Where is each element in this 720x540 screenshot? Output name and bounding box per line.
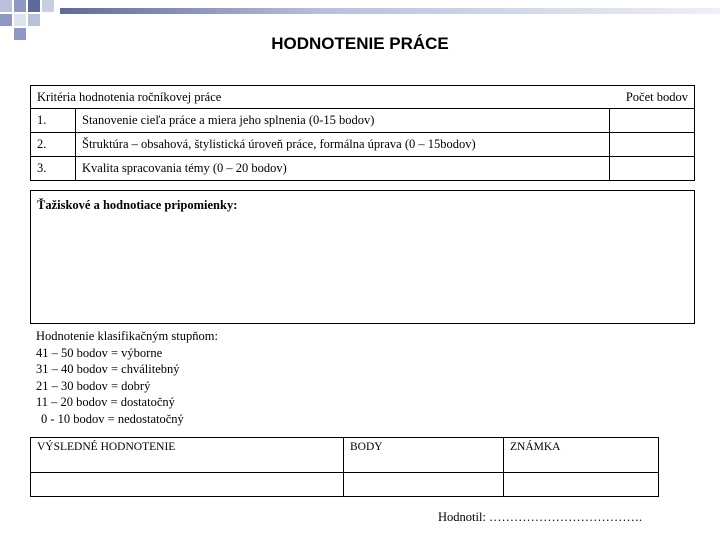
result-header-row [31, 438, 659, 473]
header-gradient-bar [60, 8, 720, 14]
criteria-row [31, 133, 695, 157]
scale-line: 41 – 50 bodov = výborne [36, 345, 163, 360]
criteria-points-cell[interactable] [610, 133, 695, 157]
criteria-points-cell[interactable] [610, 157, 695, 181]
scale-line: 0 - 10 bodov = nedostatočný [41, 411, 184, 426]
scale-line: 11 – 20 bodov = dostatočný [36, 395, 175, 409]
points-heading: Počet bodov [610, 86, 695, 109]
result-grade-cell[interactable] [504, 473, 659, 497]
criteria-text: Stanovenie cieľa práce a miera jeho splnenia (0-15 bodov) [76, 109, 610, 133]
grading-scale [36, 328, 218, 427]
criteria-text: Kvalita spracovania témy (0 – 20 bodov) [76, 157, 610, 181]
result-table [30, 437, 659, 497]
result-points-cell[interactable] [344, 473, 504, 497]
criteria-table [30, 85, 695, 181]
criteria-number: 2. [31, 133, 76, 157]
criteria-points-cell[interactable] [610, 109, 695, 133]
final-evaluation-label: VÝSLEDNÉ HODNOTENIE [31, 438, 344, 473]
criteria-heading: Kritéria hodnotenia ročníkovej práce [31, 86, 610, 109]
criteria-number: 1. [31, 109, 76, 133]
scale-heading: Hodnotenie klasifikačným stupňom: [36, 329, 218, 343]
scale-line: 21 – 30 bodov = dobrý [36, 378, 151, 393]
result-grade-label: ZNÁMKA [504, 438, 659, 473]
result-input-row [31, 473, 659, 497]
final-evaluation-cell[interactable] [31, 473, 344, 497]
page-title: HODNOTENIE PRÁCE [271, 34, 449, 53]
signature-line: Hodnotil: ………………………………. [438, 510, 643, 524]
criteria-header-row [31, 86, 695, 109]
notes-label: Ťažiskové a hodnotiace pripomienky: [37, 198, 238, 212]
result-points-label: BODY [344, 438, 504, 473]
criteria-row [31, 109, 695, 133]
criteria-text: Štruktúra – obsahová, štylistická úroveň práce, formálna úprava (0 – 15bodov) [76, 133, 610, 157]
criteria-row [31, 157, 695, 181]
scale-line: 31 – 40 bodov = chválitebný [36, 362, 180, 376]
notes-box[interactable] [30, 190, 695, 324]
criteria-number: 3. [31, 157, 76, 181]
